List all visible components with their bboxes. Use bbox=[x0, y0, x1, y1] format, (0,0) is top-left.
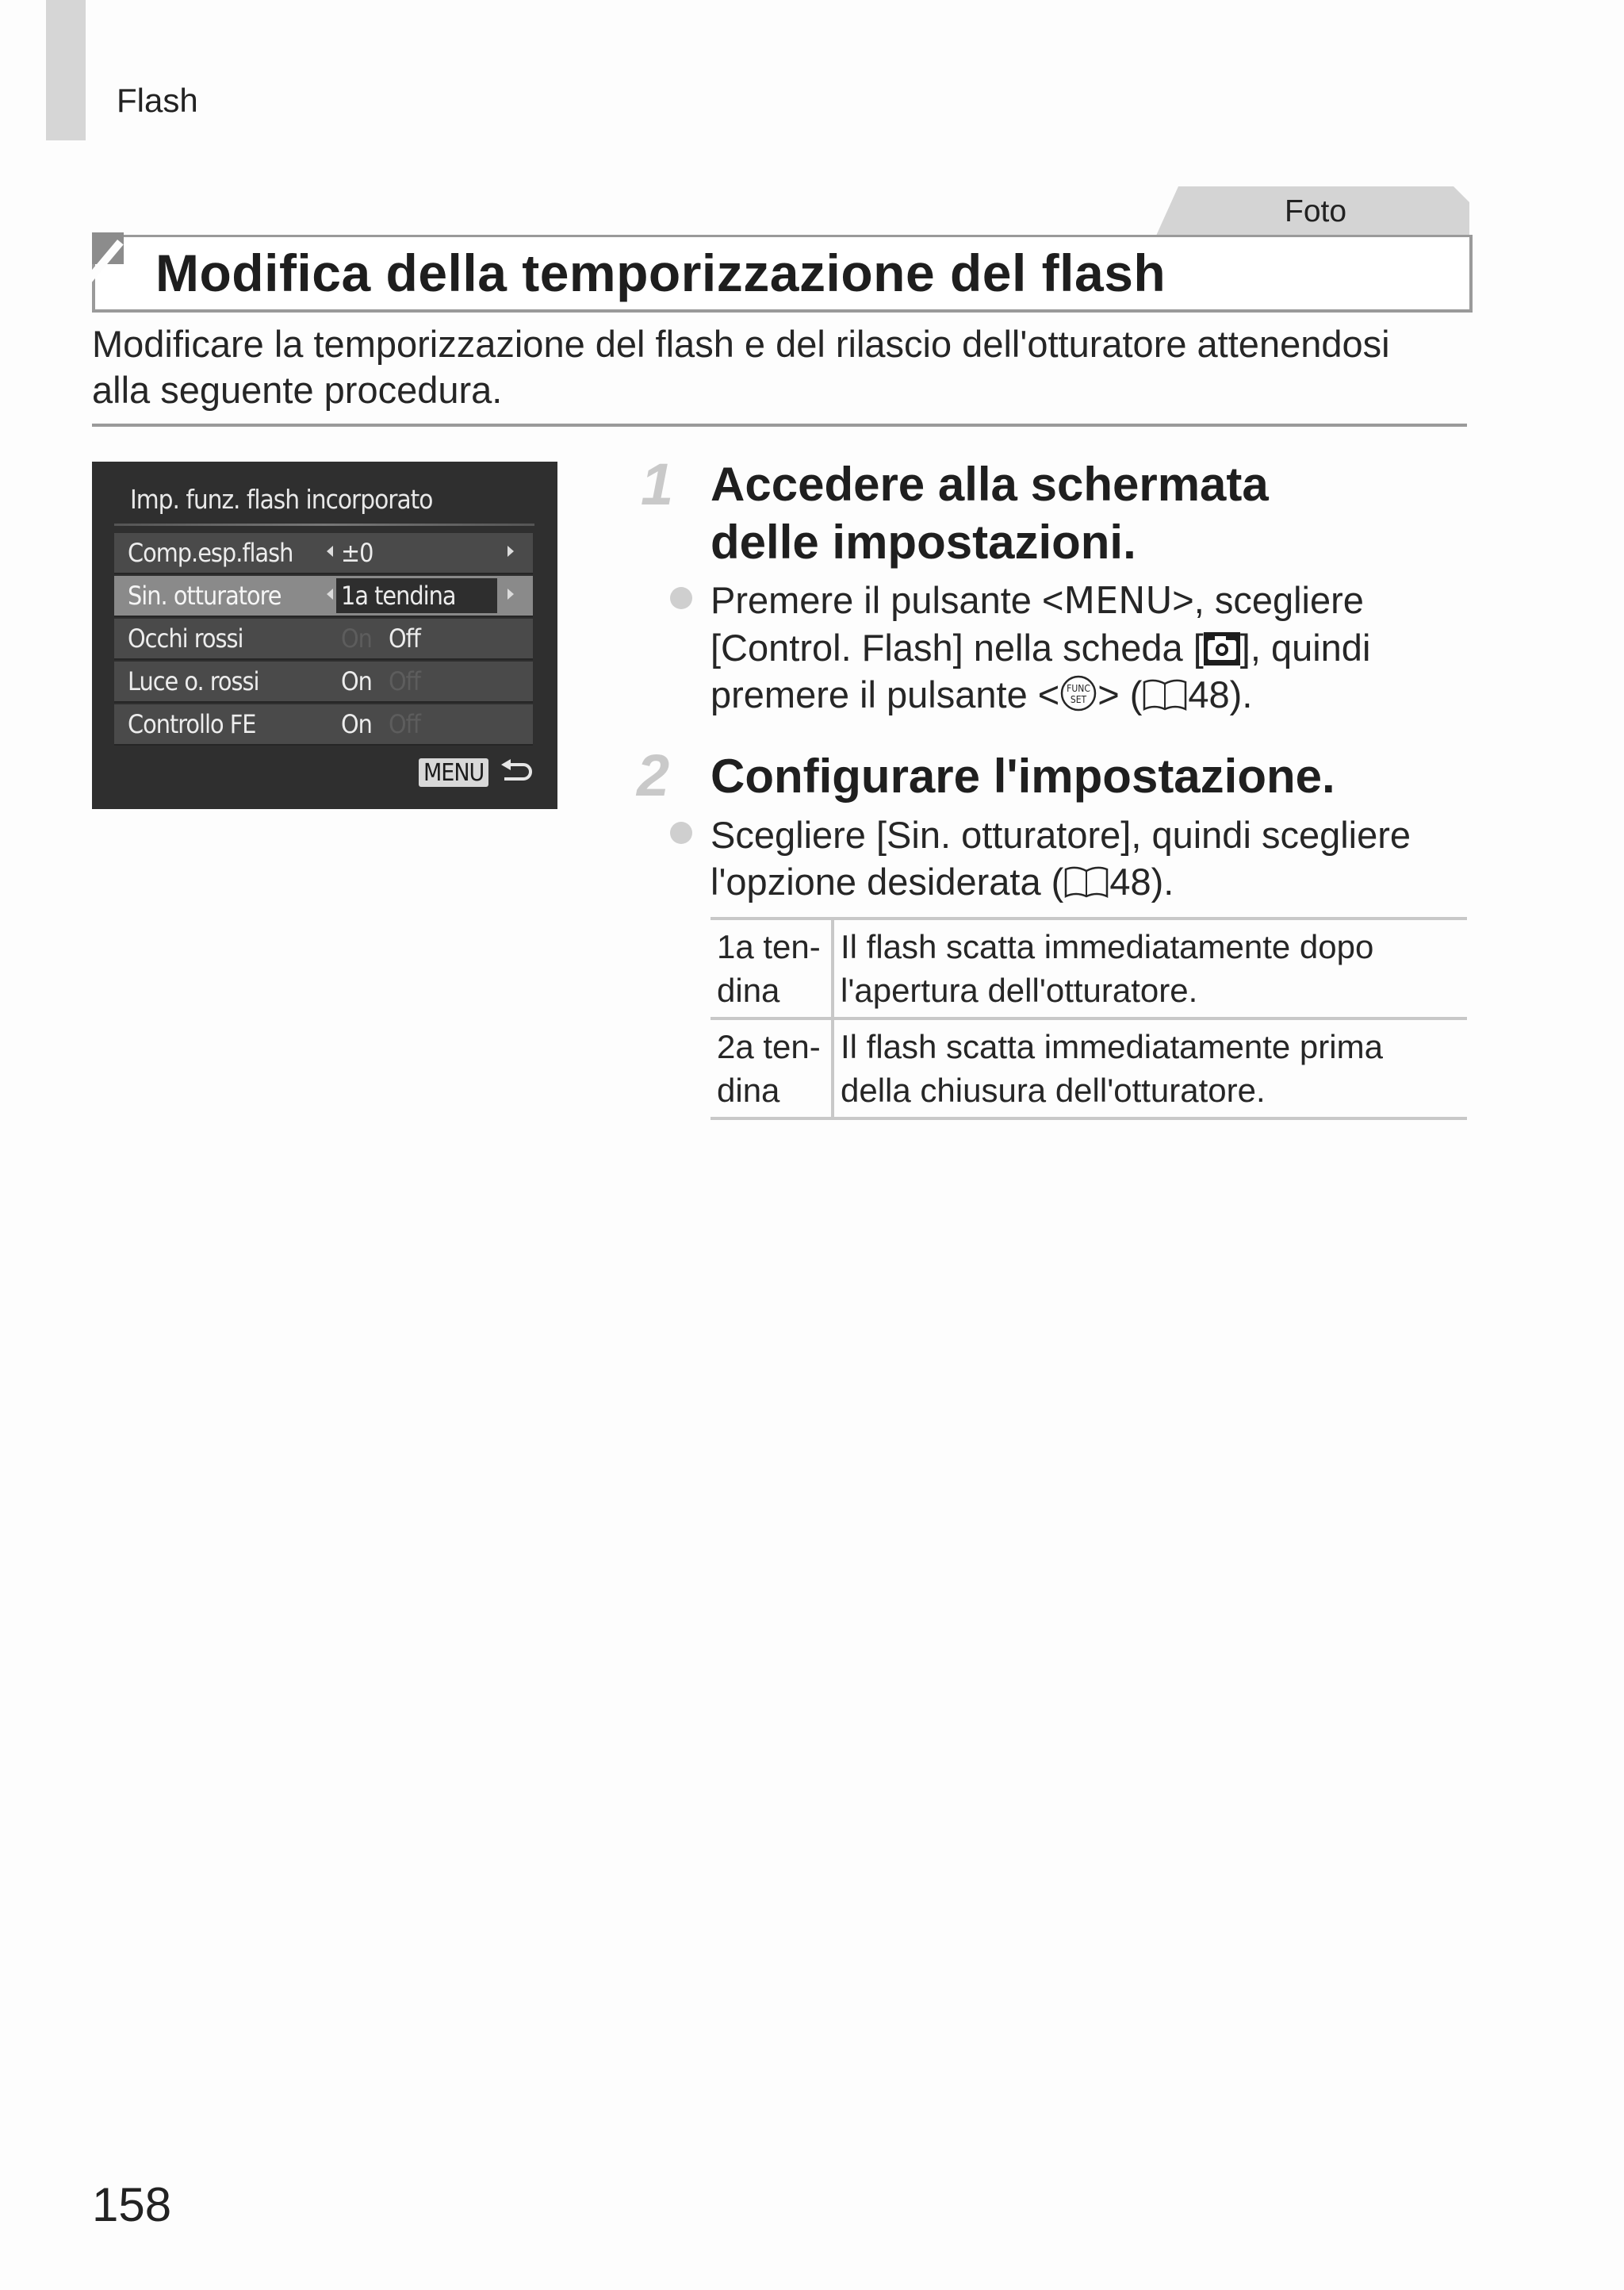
menu-row-label: Controllo FE bbox=[128, 709, 256, 739]
svg-text:SET: SET bbox=[1071, 694, 1087, 705]
text-fragment: ). bbox=[1151, 861, 1174, 903]
page-title: Modifica della temporizzazione del flash bbox=[155, 244, 1166, 302]
section-label: Flash bbox=[117, 82, 198, 119]
menu-row-occhi-rossi bbox=[114, 619, 533, 660]
table-row bbox=[710, 919, 1467, 1018]
right-arrow-icon bbox=[508, 589, 514, 600]
menu-row-luce-o-rossi bbox=[114, 662, 533, 703]
text-fragment: [Control. Flash] nella scheda [ bbox=[710, 627, 1204, 669]
option-description bbox=[833, 1018, 1467, 1118]
func-set-button-icon bbox=[1059, 674, 1097, 712]
page-reference: 48 bbox=[1109, 861, 1151, 903]
menu-row-label: Sin. otturatore bbox=[128, 581, 282, 611]
option-name bbox=[710, 1018, 833, 1118]
divider bbox=[92, 424, 1467, 427]
step-1-heading-line1: Accedere alla schermata bbox=[710, 458, 1269, 511]
bullet-icon bbox=[670, 587, 692, 609]
text-fragment: > ( bbox=[1097, 673, 1143, 715]
menu-option-off: Off bbox=[389, 623, 420, 654]
text-fragment: ). bbox=[1229, 673, 1253, 715]
option-description bbox=[833, 919, 1467, 1018]
step-1-heading bbox=[710, 455, 1269, 571]
menu-button-badge: MENU bbox=[419, 758, 488, 787]
menu-option-off: Off bbox=[389, 666, 420, 696]
book-icon bbox=[1142, 677, 1188, 712]
page-number: 158 bbox=[92, 2178, 172, 2231]
step-2-line1: Scegliere [Sin. otturatore], quindi scegliere bbox=[710, 814, 1411, 856]
menu-option-off: Off bbox=[389, 709, 420, 739]
menu-row-comp-esp-flash bbox=[114, 533, 533, 574]
text-fragment: ], quindi bbox=[1239, 627, 1371, 669]
option-name-line: 1a ten- bbox=[717, 928, 821, 965]
option-name bbox=[710, 919, 833, 1018]
section-tab-bar bbox=[46, 0, 86, 140]
menu-row-controllo-fe bbox=[114, 704, 533, 746]
right-arrow-icon bbox=[508, 546, 514, 557]
menu-row-value: ±0 bbox=[341, 538, 373, 568]
step-1-line3 bbox=[710, 671, 1472, 718]
menu-option-on: On bbox=[341, 666, 372, 696]
option-name-line: dina bbox=[717, 972, 780, 1009]
step-1-line1 bbox=[710, 577, 1472, 624]
step-1-instruction bbox=[710, 577, 1472, 718]
screen-title-underline bbox=[114, 524, 534, 526]
text-fragment: premere il pulsante < bbox=[710, 673, 1060, 715]
option-description-line: della chiusura dell'otturatore. bbox=[841, 1072, 1266, 1109]
intro-text: Modificare la temporizzazione del flash e del rilascio dell'otturatore attenendosi alla seguente procedura. bbox=[92, 323, 1390, 411]
mode-tab-label: Foto bbox=[1285, 194, 1347, 228]
step-2-instruction bbox=[710, 811, 1472, 905]
bullet-icon bbox=[670, 822, 692, 844]
table-row bbox=[710, 1018, 1467, 1118]
step-number-1: 1 bbox=[641, 451, 674, 517]
option-description-line: Il flash scatta immediatamente prima bbox=[841, 1028, 1383, 1065]
option-name-line: 2a ten- bbox=[717, 1028, 821, 1065]
step-2-line2 bbox=[710, 858, 1472, 905]
book-icon bbox=[1063, 865, 1109, 900]
options-table bbox=[710, 917, 1467, 1120]
back-arrow-icon bbox=[500, 758, 533, 787]
option-description-line: Il flash scatta immediatamente dopo bbox=[841, 928, 1374, 965]
svg-text:FUNC: FUNC bbox=[1067, 683, 1091, 694]
text-fragment: >, scegliere bbox=[1172, 579, 1364, 621]
camera-screen bbox=[92, 462, 557, 809]
text-fragment: Premere il pulsante < bbox=[710, 579, 1064, 621]
menu-option-on: On bbox=[341, 709, 372, 739]
step-1-line2 bbox=[710, 624, 1472, 671]
menu-row-sin-otturatore bbox=[114, 576, 533, 617]
menu-button-label: MENU bbox=[1063, 579, 1173, 622]
step-1-heading-line2: delle impostazioni. bbox=[710, 516, 1136, 569]
page-reference: 48 bbox=[1188, 673, 1230, 715]
text-fragment: l'opzione desiderata ( bbox=[710, 861, 1064, 903]
screen-title: Imp. funz. flash incorporato bbox=[130, 484, 433, 515]
menu-option-on: On bbox=[341, 623, 372, 654]
step-number-2: 2 bbox=[637, 742, 670, 808]
left-arrow-icon bbox=[327, 546, 333, 557]
menu-row-label: Luce o. rossi bbox=[128, 666, 259, 696]
left-arrow-icon bbox=[327, 589, 333, 600]
menu-row-label: Comp.esp.flash bbox=[128, 538, 293, 568]
option-description-line: l'apertura dell'otturatore. bbox=[841, 972, 1198, 1009]
option-name-line: dina bbox=[717, 1072, 780, 1109]
menu-row-label: Occhi rossi bbox=[128, 623, 243, 654]
camera-tab-icon bbox=[1204, 632, 1240, 666]
step-2-heading: Configurare l'impostazione. bbox=[710, 750, 1335, 803]
menu-row-value: 1a tendina bbox=[341, 581, 456, 611]
